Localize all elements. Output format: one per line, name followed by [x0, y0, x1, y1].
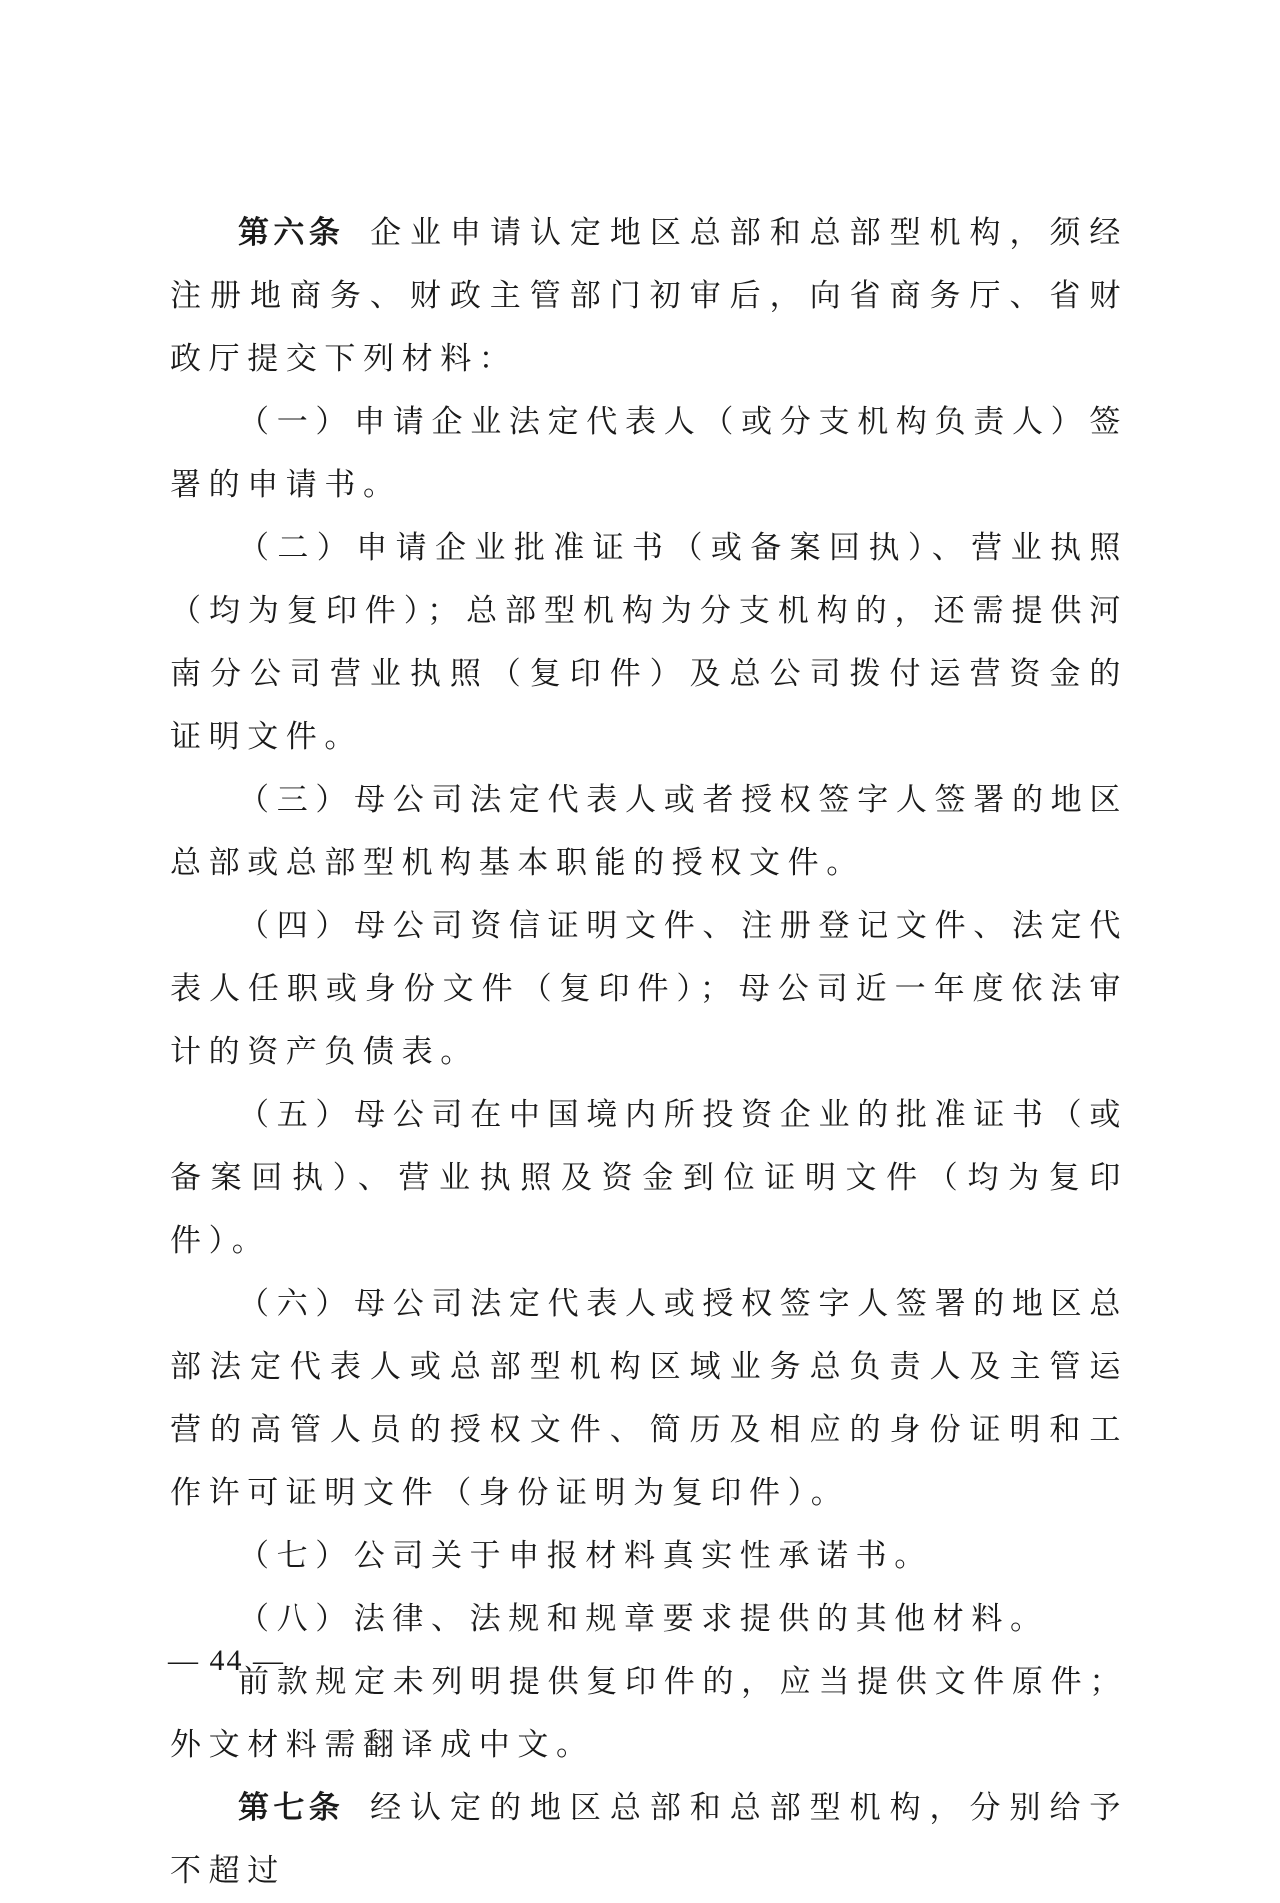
article-number: 第六条 [238, 215, 345, 251]
document-body [170, 202, 1128, 1903]
paragraph-text: （七）公司关于申报材料真实性承诺书。 [238, 1538, 933, 1574]
paragraph-text: （三）母公司法定代表人或者授权签字人签署的地区总部或总部型机构基本职能的授权文件。 [170, 782, 1128, 881]
item-6 [170, 1273, 1128, 1525]
paragraph-text: 经认定的地区总部和总部型机构，分别给予不超过 [170, 1790, 1129, 1889]
article-6-intro [170, 202, 1128, 391]
article-number: 第七条 [238, 1790, 345, 1826]
item-5 [170, 1084, 1128, 1273]
paragraph-text: （六）母公司法定代表人或授权签字人签署的地区总部法定代表人或总部型机构区域业务总负责人及主管运营的高管人员的授权文件、简历及相应的身份证明和工作许可证明文件（身份证明为复印件）。 [170, 1286, 1128, 1511]
paragraph-text: （五）母公司在中国境内所投资企业的批准证书（或备案回执）、营业执照及资金到位证明文件（均为复印件）。 [170, 1097, 1128, 1259]
paragraph-text: （八）法律、法规和规章要求提供的其他材料。 [238, 1601, 1049, 1637]
item-3 [170, 769, 1128, 895]
article-7-intro [170, 1777, 1128, 1903]
paragraph-text: 前款规定未列明提供复印件的，应当提供文件原件；外文材料需翻译成中文。 [170, 1664, 1128, 1763]
item-4 [170, 895, 1128, 1084]
page-number: — 44 — [168, 1644, 285, 1677]
item-8 [170, 1588, 1128, 1651]
note-paragraph [170, 1651, 1128, 1777]
paragraph-text: （一）申请企业法定代表人（或分支机构负责人）签署的申请书。 [170, 404, 1128, 503]
paragraph-text: 企业申请认定地区总部和总部型机构，须经注册地商务、财政主管部门初审后，向省商务厅、省财政厅提交下列材料： [170, 215, 1129, 377]
item-7 [170, 1525, 1128, 1588]
item-2 [170, 517, 1128, 769]
paragraph-text: （二）申请企业批准证书（或备案回执）、营业执照（均为复印件）；总部型机构为分支机构的，还需提供河南分公司营业执照（复印件）及总公司拨付运营资金的证明文件。 [170, 530, 1128, 755]
paragraph-text: （四）母公司资信证明文件、注册登记文件、法定代表人任职或身份文件（复印件）；母公司近一年度依法审计的资产负债表。 [170, 908, 1128, 1070]
item-1 [170, 391, 1128, 517]
